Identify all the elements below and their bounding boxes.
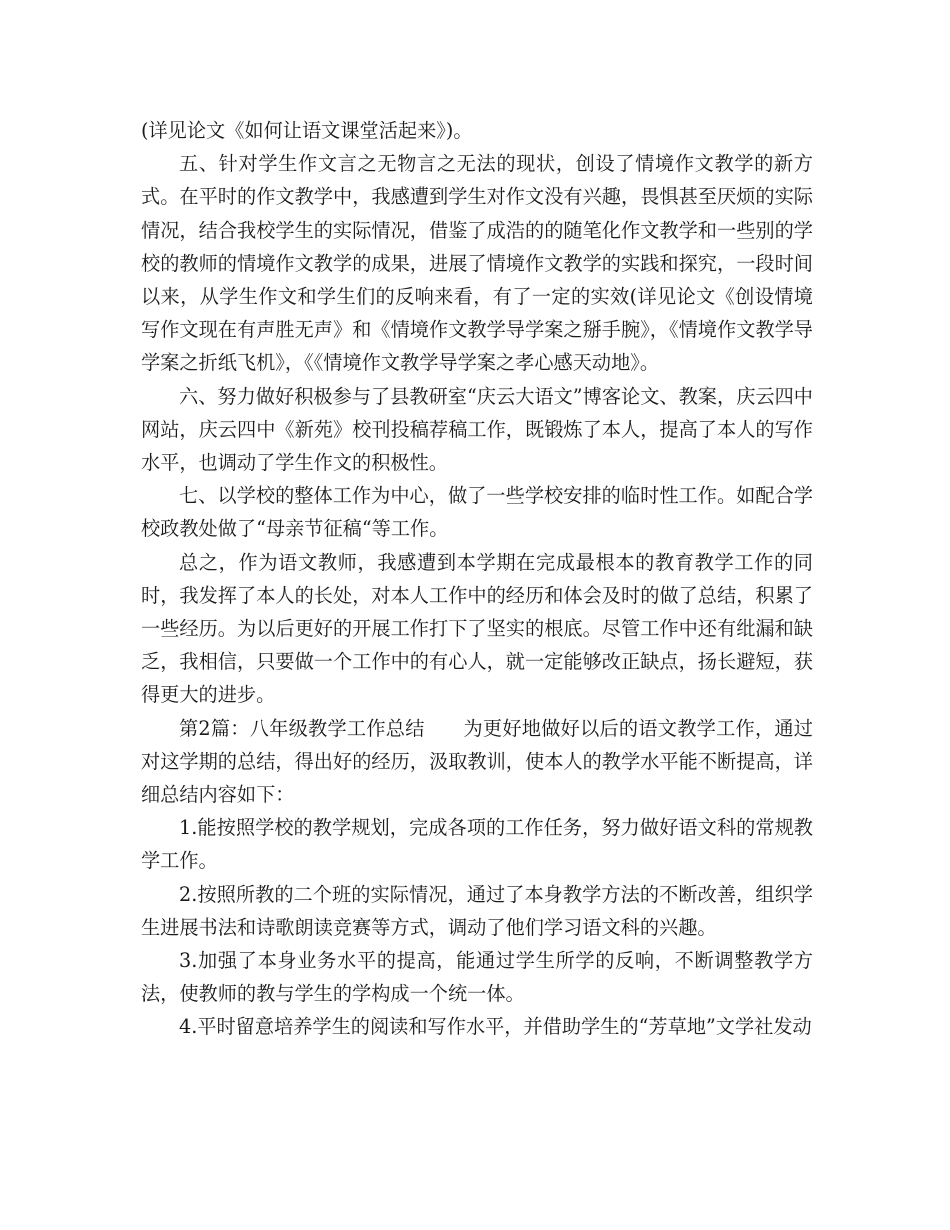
paragraph-3: 六、努力做好积极参与了县教研室“庆云大语文”博客论文、教案，庆云四中网站，庆云四中《新苑》校刊投稿荐稿工作，既锻炼了本人，提高了本人的写作水平，也调动了学生作文的积极性。 — [141, 384, 813, 475]
paragraph-4: 七、以学校的整体工作为中心，做了一些学校安排的临时性工作。如配合学校政教处做了“母亲节征稿“等工作。 — [141, 484, 813, 541]
paragraph-1: (详见论文《如何让语文课堂活起来》)。 — [141, 119, 473, 142]
paragraph-10: 4.平时留意培养学生的阅读和写作水平，并借助学生的“芳草地”文学社发动 — [179, 1015, 812, 1039]
paragraph-5: 总之，作为语文教师，我感遭到本学期在完成最根本的教育教学工作的同时，我发挥了本人的长处，对本人工作中的经历和体会及时的做了总结，积累了一些经历。为以后更好的开展工作打下了坚实的根底。尽管工作中还有纰漏和缺乏，我相信，只要做一个工作中的有心人，就一定能够改正缺点，扬长避短，获得更大的进步。 — [141, 550, 813, 707]
paragraph-2: 五、针对学生作文言之无物言之无法的现状，创设了情境作文教学的新方式。在平时的作文教学中，我感遭到学生对作文没有兴趣，畏惧甚至厌烦的实际情况，结合我校学生的实际情况，借鉴了成浩的的随笔化作文教学和一些别的学校的教师的情境作文教学的成果，进展了情境作文教学的实践和探究，一段时间以来，从学生作文和学生们的反响来看，有了一定的实效(详见论文《创设情境写作文现在有声胜无声》和《情境作文教学导学案之掰手腕》，《情境作文教学导学案之折纸飞机》，《《情境作文教学导学案之孝心感天动地》。 — [141, 152, 813, 375]
paragraph-8: 2.按照所教的二个班的实际情况，通过了本身教学方法的不断改善，组织学生进展书法和诗歌朗读竞赛等方式，调动了他们学习语文科的兴趣。 — [141, 882, 813, 939]
document-body — [141, 114, 813, 1044]
paragraph-6: 第2篇：八年级教学工作总结 为更好地做好以后的语文教学工作，通过对这学期的总结，得出好的经历，汲取教训，使本人的教学水平能不断提高，详细总结内容如下： — [141, 716, 813, 807]
paragraph-7: 1.能按照学校的教学规划，完成各项的工作任务，努力做好语文科的常规教学工作。 — [141, 816, 813, 873]
paragraph-9: 3.加强了本身业务水平的提高，能通过学生所学的反响，不断调整教学方法，使教师的教与学生的学构成一个统一体。 — [141, 949, 813, 1006]
